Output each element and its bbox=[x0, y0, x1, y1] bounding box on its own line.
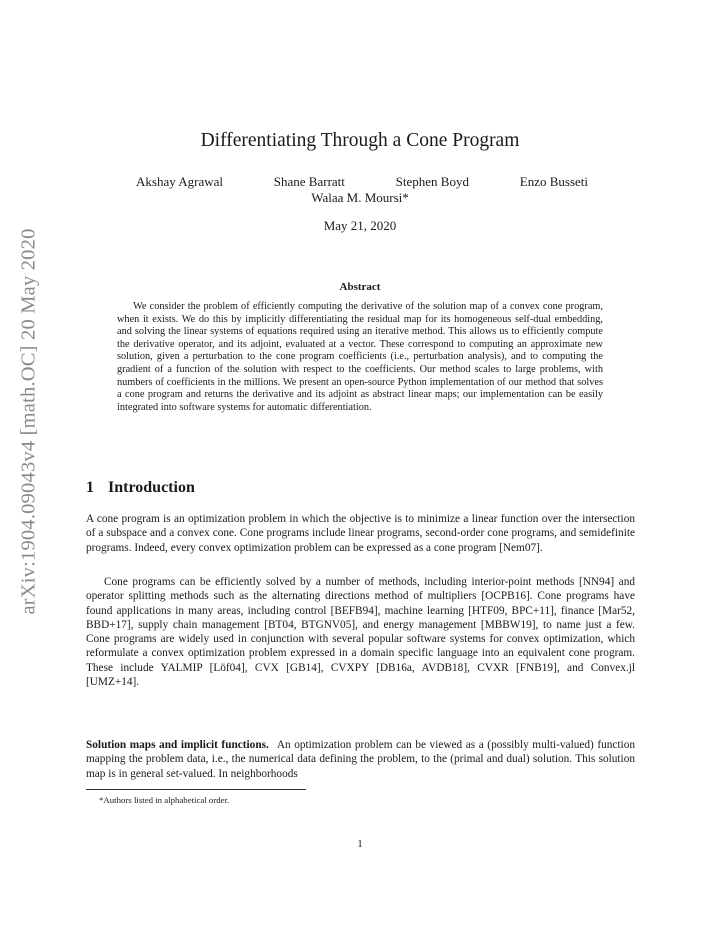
arxiv-identifier: arXiv:1904.09043v4 [math.OC] 20 May 2020 bbox=[17, 227, 40, 615]
intro-paragraph-2: Cone programs can be efficiently solved by a number of methods, including interior-point methods [NN94] and operator splitting methods such as the alternating directions method of multipliers [OCPB16]. Cone programs have found applications in many areas, including control [BEFB94], machine learning [HTF09, BPC+11], finance [Mar52, BBD+17], supply chain management [BT04, BTGNV05], and energy management [MBBW19], to name just a few. Cone programs are widely used in conjunction with several popular software systems for convex optimization, which reformulate a convex optimization problem expressed in a domain specific language into an equivalent cone program. These include YALMIP [Löf04], CVX [GB14], CVXPY [DB16a, AVDB18], CVXR [FNB19], and Convex.jl [UMZ+14]. bbox=[86, 576, 635, 689]
paper-title: Differentiating Through a Cone Program bbox=[200, 130, 520, 151]
publication-date: May 21, 2020 bbox=[323, 218, 397, 233]
intro-paragraph-3 bbox=[86, 738, 635, 781]
section-number: 1 bbox=[86, 479, 94, 496]
arxiv-identifier-stamp bbox=[14, 196, 44, 646]
author-name: Enzo Busseti bbox=[519, 174, 588, 189]
footnote: *Authors listed in alphabetical order. bbox=[99, 795, 230, 805]
abstract-body: We consider the problem of efficiently computing the derivative of the solution map of a convex cone program, when it exists. We do this by implicitly differentiating the residual map for its homogeneous self-dual embedding, and solving the linear systems of equations required using an iterative method. This allows us to efficiently compute the derivative operator, and its adjoint, evaluated at a vector. These correspond to computing an approximate new solution, given a perturbation to the cone program coefficients (i.e., perturbation analysis), and to computing the gradient of a function of the solution with respect to the coefficients. Our method scales to large problems, with numbers of coefficients in the millions. We present an open-source Python implementation of our method that solves a cone program and returns the derivative and its adjoint as abstract linear maps; our implementation can be easily integrated into software systems for automatic differentiation. bbox=[117, 301, 603, 413]
author-name: Walaa M. Moursi* bbox=[311, 190, 409, 205]
footnote-rule bbox=[86, 789, 306, 790]
author-name: Stephen Boyd bbox=[395, 174, 469, 189]
section-title: Introduction bbox=[108, 479, 195, 496]
author-name: Shane Barratt bbox=[273, 174, 345, 189]
author-block bbox=[112, 174, 608, 206]
page-number: 1 bbox=[357, 838, 363, 850]
author-name: Akshay Agrawal bbox=[136, 174, 224, 189]
paragraph-text: An optimization problem can be viewed as a (possibly multi-valued) function mapping the problem data, i.e., the numerical data defining the problem, to the (primal and dual) solution. This solution map is in general set-valued. In neighborhoods bbox=[86, 739, 635, 780]
paragraph-run-in-heading: Solution maps and implicit functions. bbox=[86, 739, 269, 751]
section-heading bbox=[86, 479, 195, 497]
abstract-heading: Abstract bbox=[339, 281, 381, 293]
intro-paragraph-1: A cone program is an optimization problem in which the objective is to minimize a linear function over the intersection of a subspace and a convex cone. Cone programs include linear programs, second-order cone programs, and semidefinite programs. Indeed, every convex optimization problem can be expressed as a cone program [Nem07]. bbox=[86, 513, 635, 554]
